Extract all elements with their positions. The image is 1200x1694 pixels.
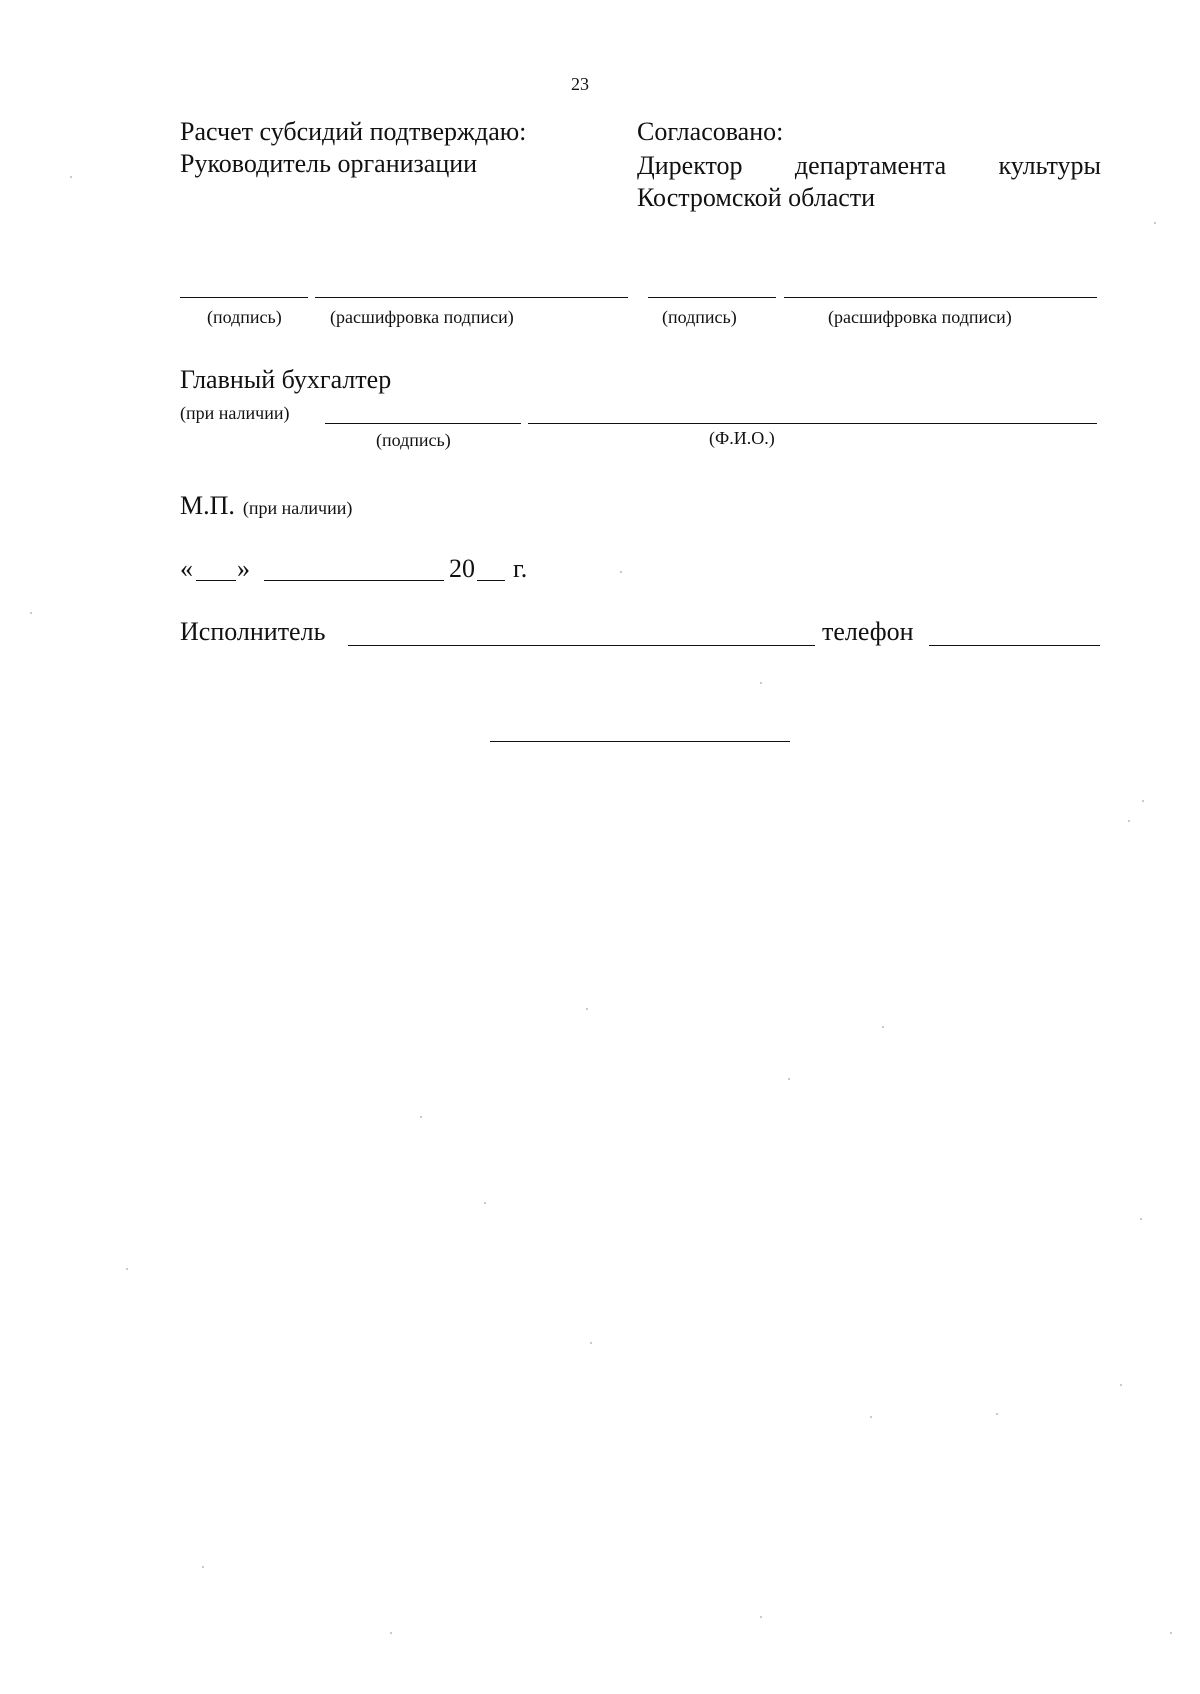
chief-accountant-fio-line [528, 423, 1097, 424]
left-decoding-line [315, 297, 628, 298]
phone-label: телефон [822, 617, 914, 646]
scan-speck [1142, 800, 1144, 802]
phone-line [929, 645, 1100, 646]
date-day-line [196, 580, 236, 581]
scan-speck [788, 1078, 790, 1080]
stamp-line [180, 490, 352, 522]
executor-label: Исполнитель [180, 617, 326, 646]
scan-speck [996, 1413, 998, 1415]
date-year-line [477, 580, 505, 581]
scan-speck [870, 1416, 872, 1418]
scan-speck [202, 1566, 204, 1568]
right-signature-caption: (подпись) [662, 307, 737, 327]
stamp-label: М.П. [180, 491, 235, 520]
department-word: департамента [794, 151, 947, 180]
culture-word: культуры [998, 151, 1101, 180]
director-word: Директор [637, 151, 743, 180]
stamp-note: (при наличии) [242, 498, 353, 518]
scan-speck [620, 571, 622, 573]
scan-speck [126, 1268, 128, 1270]
left-signature-line [180, 297, 308, 298]
confirm-calculation-label: Расчет субсидий подтверждаю: [180, 117, 527, 146]
scan-speck [390, 1632, 392, 1634]
closing-separator-line [490, 741, 790, 742]
executor-line [348, 645, 815, 646]
date-open-quote: « [180, 554, 193, 583]
date-month-line [264, 580, 444, 581]
chief-accountant-if-available: (при наличии) [180, 403, 290, 423]
organization-head-label: Руководитель организации [180, 149, 478, 178]
page-number: 23 [571, 74, 589, 94]
director-title-line [637, 150, 1101, 182]
right-decoding-caption: (расшифровка подписи) [828, 307, 1012, 327]
scan-speck [882, 1026, 884, 1028]
chief-accountant-title: Главный бухгалтер [180, 365, 392, 394]
right-decoding-line [784, 297, 1097, 298]
date-year-prefix: 20 [449, 554, 475, 583]
scan-speck [420, 1116, 422, 1118]
agreed-label: Согласовано: [637, 117, 784, 146]
date-close-quote: » [237, 554, 250, 583]
scan-speck [1120, 1384, 1122, 1386]
chief-accountant-signature-caption: (подпись) [376, 430, 451, 450]
scan-speck [590, 1342, 592, 1344]
scan-speck [1170, 1632, 1172, 1634]
scan-speck [1128, 820, 1130, 822]
scan-speck [1154, 222, 1156, 224]
scan-speck [1140, 1218, 1142, 1220]
scan-speck [760, 1616, 762, 1618]
left-decoding-caption: (расшифровка подписи) [330, 307, 514, 327]
right-signature-line [648, 297, 776, 298]
scan-speck [70, 176, 72, 178]
left-signature-caption: (подпись) [207, 307, 282, 327]
date-year-suffix: г. [513, 554, 528, 583]
chief-accountant-fio-caption: (Ф.И.О.) [709, 428, 775, 448]
scan-speck [484, 1202, 486, 1204]
scan-speck [586, 1008, 588, 1010]
scan-speck [30, 612, 32, 614]
chief-accountant-signature-line [325, 423, 521, 424]
region-label: Костромской области [637, 183, 876, 212]
scan-speck [760, 682, 762, 684]
